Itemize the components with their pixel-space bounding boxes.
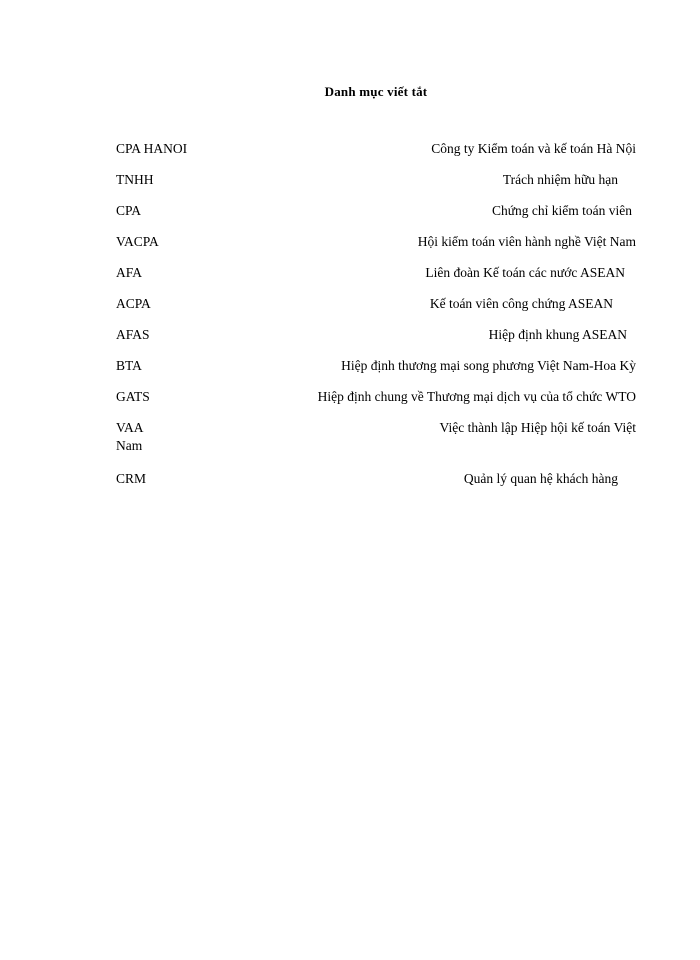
abbreviation-term: CPA xyxy=(116,203,142,218)
abbreviation-meaning: Việc thành lập Hiệp hội kế toán Việt xyxy=(439,420,636,435)
abbreviation-meaning: Công ty Kiểm toán và kế toán Hà Nội xyxy=(431,141,636,156)
abbreviation-term: AFA xyxy=(116,265,143,280)
abbreviation-meaning: Trách nhiệm hữu hạn xyxy=(502,172,618,187)
abbreviation-meaning-continuation: Nam xyxy=(116,438,143,453)
abbreviation-meaning: Hiệp định thương mại song phương Việt Nam-Hoa Kỳ xyxy=(341,358,636,373)
abbreviation-term: CRM xyxy=(116,471,147,486)
abbreviation-term: BTA xyxy=(116,358,142,373)
abbreviation-meaning: Hội kiểm toán viên hành nghề Việt Nam xyxy=(417,234,636,249)
abbreviation-term: AFAS xyxy=(116,327,150,342)
abbreviation-term: VACPA xyxy=(116,234,159,249)
abbreviation-meaning: Quản lý quan hệ khách hàng xyxy=(463,471,618,486)
abbreviation-meaning: Chứng chỉ kiểm toán viên xyxy=(491,203,632,218)
abbreviation-term: VAA xyxy=(116,420,144,435)
abbreviation-term: CPA HANOI xyxy=(116,141,188,156)
abbreviation-meaning: Hiệp định chung về Thương mại dịch vụ của tổ chức WTO xyxy=(317,389,636,404)
abbreviation-meaning: Kế toán viên công chứng ASEAN xyxy=(429,296,613,311)
abbreviation-meaning: Liên đoàn Kế toán các nước ASEAN xyxy=(425,265,625,280)
abbreviation-term: GATS xyxy=(116,389,150,404)
abbreviation-term: TNHH xyxy=(116,172,154,187)
page-title: Danh mục viết tắt xyxy=(324,84,428,99)
abbreviation-term: ACPA xyxy=(116,296,151,311)
abbreviation-meaning: Hiệp định khung ASEAN xyxy=(488,327,627,342)
